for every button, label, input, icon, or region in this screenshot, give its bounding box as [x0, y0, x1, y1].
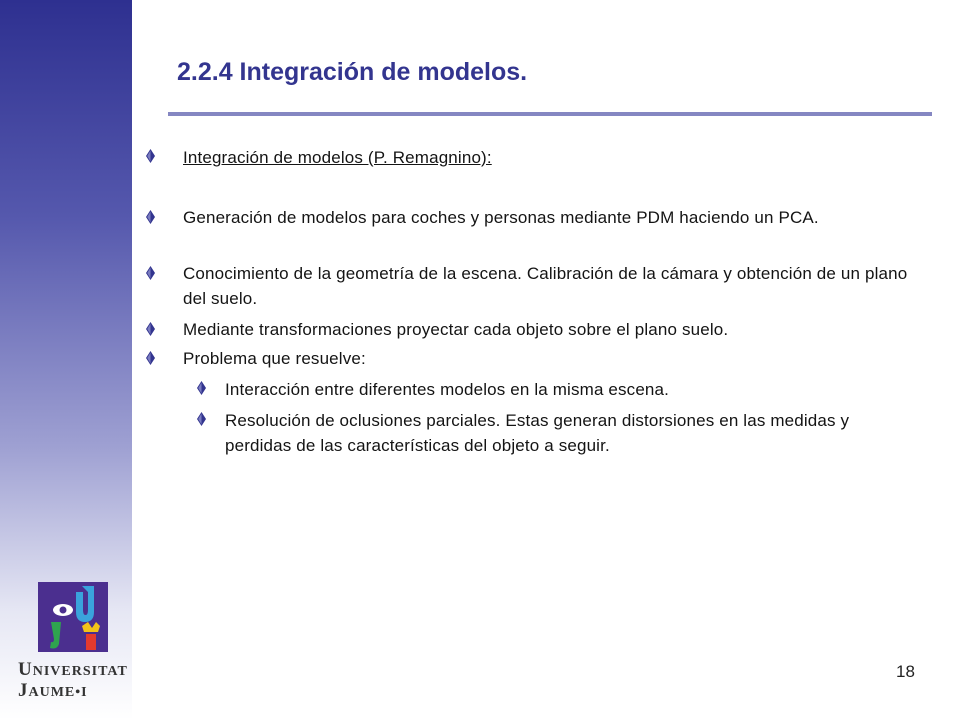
university-name-line1: UNIVERSITAT: [18, 659, 128, 680]
bullet-icon: [145, 266, 156, 280]
university-name-line2: JAUME•I: [18, 680, 88, 701]
bullet-icon: [145, 322, 156, 336]
bullet-text: Integración de modelos (P. Remagnino):: [183, 148, 492, 167]
bullet-icon: [145, 210, 156, 224]
sub-bullet-text: Interacción entre diferentes modelos en la misma escena.: [225, 380, 670, 399]
page-number: 18: [896, 662, 915, 681]
bullet-text: Problema que resuelve:: [183, 349, 366, 368]
bullet-icon: [145, 149, 156, 163]
bullet-text: Mediante transformaciones proyectar cada objeto sobre el plano suelo.: [183, 320, 729, 339]
sub-bullet-text: Resolución de oclusiones parciales. Estas generan distorsiones en las medidas y perdidas de las características del objeto a seguir.: [225, 411, 850, 455]
university-logo: [38, 582, 108, 652]
bullet-text: Generación de modelos para coches y personas mediante PDM haciendo un PCA.: [183, 208, 819, 227]
bullet-text: Conocimiento de la geometría de la escena. Calibración de la cámara y obtención de un plano del suelo.: [183, 264, 908, 308]
sub-bullet-icon: [196, 381, 207, 395]
sub-bullet-icon: [196, 412, 207, 426]
slide-title: 2.2.4 Integración de modelos.: [177, 58, 528, 86]
bullet-icon: [145, 351, 156, 365]
